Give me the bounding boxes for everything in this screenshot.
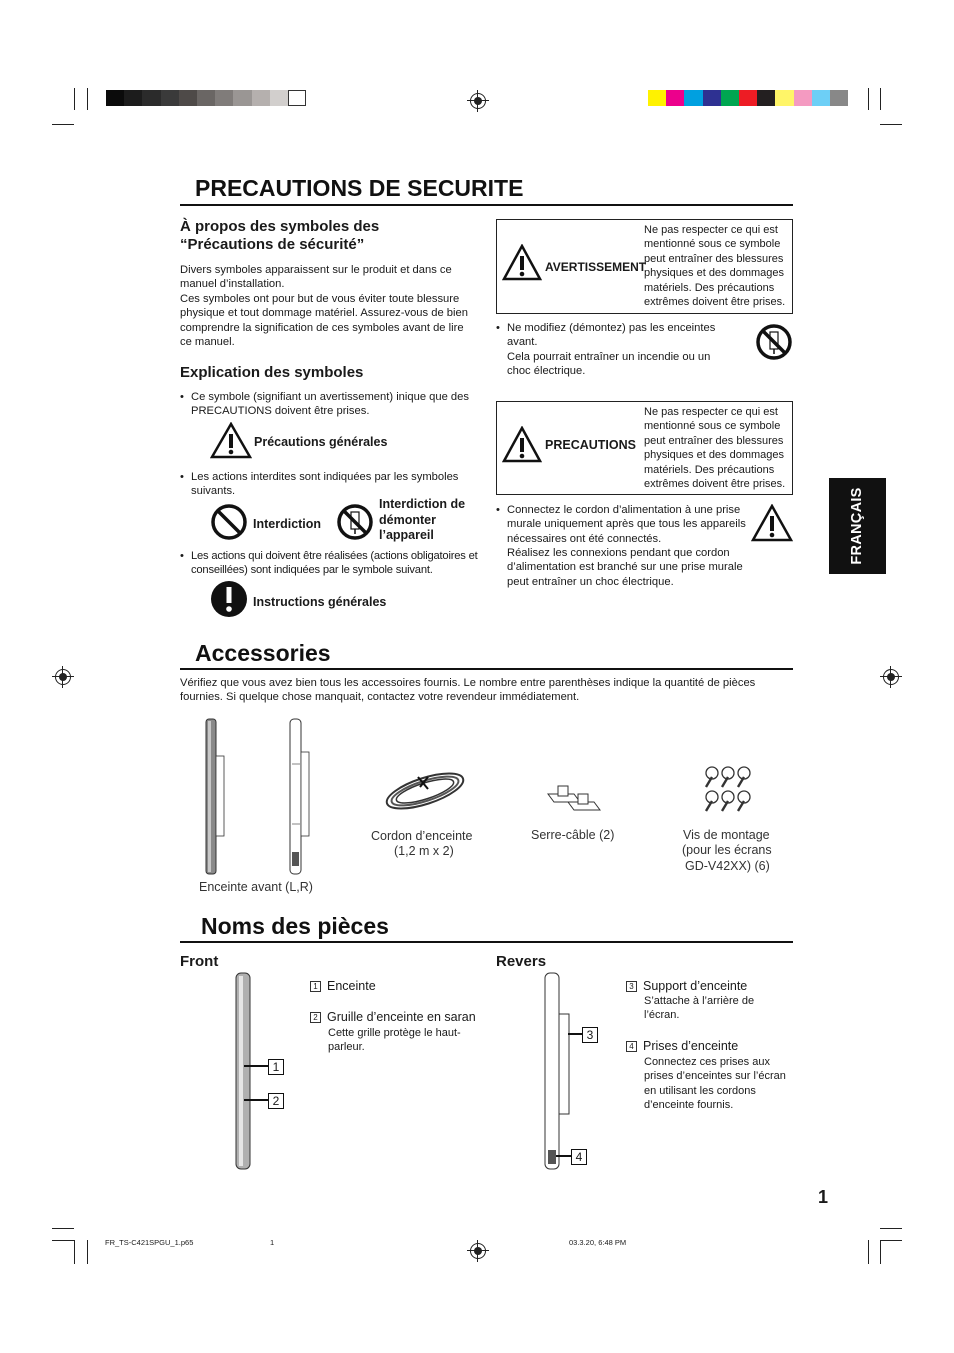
color-swatch — [721, 90, 739, 106]
color-swatch — [739, 90, 757, 106]
symbol-bullet-1: • Ce symbole (signifiant un avertissement) inique que des PRECAUTIONS doivent être prises. — [191, 390, 476, 419]
part-4-title: Prises d’enceinte — [643, 1039, 739, 1053]
callout-4: 4 — [571, 1149, 587, 1165]
crop-mark — [868, 1240, 869, 1264]
part-2-title: Gruille d’enceinte en saran — [327, 1010, 476, 1024]
title-rule — [180, 204, 793, 206]
page-number: 1 — [818, 1187, 829, 1207]
color-swatch — [233, 90, 251, 106]
crop-mark — [880, 1240, 902, 1241]
precautions-bullet-line-2: Réalisez les connexions pendant que cordon d’alimentation est branché sur une prise murale peut entraîner un choc électrique. — [507, 547, 743, 588]
prohibition-icon — [210, 503, 248, 541]
color-swatch — [812, 90, 830, 106]
cable-clamp-illustration — [544, 780, 604, 814]
color-swatch — [270, 90, 288, 106]
part-3-title: Support d’enceinte — [643, 979, 748, 993]
color-swatch — [648, 90, 666, 106]
crop-mark — [880, 88, 881, 110]
crop-mark — [880, 124, 902, 125]
precautions-text: Ne pas respecter ce qui est mentionné sous ce symbole peut entraîner des blessures physiques et des dommages matériels. Des précautions extrêmes doivent être prises. — [644, 406, 786, 491]
crop-mark — [868, 88, 869, 110]
warning-triangle-icon — [210, 422, 252, 459]
part-number: 2 — [310, 1012, 321, 1023]
label-cord-line-1: Cordon d’enceinte — [371, 829, 473, 843]
warning-triangle-icon — [502, 244, 542, 281]
symbols-heading: À propos des symboles des “Précautions de sécurité” — [180, 218, 380, 253]
color-swatch — [830, 90, 848, 106]
color-swatch — [794, 90, 812, 106]
color-swatch — [666, 90, 684, 106]
symbols-intro-2: Ces symboles ont pour but de vous éviter toute blessure physique et tout dommage matériel. Assurez-vous de bien comprendre la signification de ces symboles avant de lire ce manuel. — [180, 293, 468, 349]
precautions-label: PRECAUTIONS — [545, 438, 636, 452]
part-1 — [310, 979, 376, 993]
crop-mark — [880, 1240, 881, 1264]
part-number: 1 — [310, 981, 321, 992]
color-swatch — [179, 90, 197, 106]
crop-mark — [52, 1240, 74, 1241]
crop-mark — [87, 1240, 88, 1264]
language-tab-label: FRANÇAIS — [849, 487, 865, 565]
symbol-bullet-3: • Les actions qui doivent être réalisées (actions obligatoires et conseillées) sont indiquées par le symbole suivant. — [191, 549, 481, 578]
color-swatch — [757, 90, 775, 106]
footer-date: 03.3.20, 6:48 PM — [569, 1238, 627, 1247]
part-number: 3 — [626, 981, 637, 992]
part-3-desc: S’attache à l’arrière de l’écran. — [644, 995, 755, 1022]
part-2 — [310, 1010, 476, 1024]
rear-speaker-illustration — [280, 716, 320, 876]
color-swatch — [288, 90, 306, 106]
part-4-desc: Connectez ces prises aux prises d’enceintes sur l’écran en utilisant les cordons d’enceinte fournis. — [644, 1056, 786, 1112]
footer-file: FR_TS-C421SPGU_1.p65 — [105, 1238, 194, 1247]
precautions-bullet-line-1: • Connectez le cordon d’alimentation à une prise murale uniquement après que tous les appareils nécessaires ont été connectés. — [507, 503, 747, 546]
crop-mark — [74, 1240, 75, 1264]
registration-mark-icon — [470, 93, 486, 109]
front-heading: Front — [180, 953, 219, 970]
color-swatch — [703, 90, 721, 106]
speaker-cord-illustration — [380, 763, 470, 815]
label-cord-line-2: (1,2 m x 2) — [394, 844, 454, 858]
part-3 — [626, 979, 747, 993]
warning-bullet-line-1: • Ne modifiez (démontez) pas les enceintes avant. — [507, 321, 735, 350]
title-rule — [180, 941, 793, 943]
warning-bullet-line-2: Cela pourrait entraîner un incendie ou un choc électrique. — [507, 351, 711, 378]
label-instructions-generales: Instructions générales — [253, 595, 387, 609]
warning-triangle-icon — [502, 426, 542, 463]
label-precautions-generales: Précautions générales — [254, 435, 388, 449]
part-4 — [626, 1039, 738, 1053]
label-screws-line-1: Vis de montage — [683, 828, 770, 842]
label-clamp: Serre-câble (2) — [531, 828, 615, 842]
color-swatch — [142, 90, 160, 106]
color-swatch — [775, 90, 793, 106]
crop-mark — [87, 88, 88, 110]
front-speaker-illustration — [198, 716, 238, 876]
callout-2: 2 — [268, 1093, 284, 1109]
rear-speaker-diagram — [540, 970, 600, 1172]
mounting-screws-illustration — [700, 763, 760, 815]
color-swatch — [684, 90, 702, 106]
explication-heading: Explication des symboles — [180, 364, 364, 381]
crop-mark — [52, 124, 74, 125]
crop-mark — [74, 88, 75, 110]
title-rule — [180, 668, 793, 670]
section-title-parts: Noms des pièces — [201, 913, 389, 939]
warning-triangle-icon — [751, 504, 793, 542]
part-2-desc: Cette grille protège le haut-parleur. — [328, 1027, 461, 1054]
label-screws-line-2: (pour les écrans — [682, 843, 772, 857]
registration-mark-icon — [883, 669, 899, 685]
no-disassembly-icon — [755, 323, 793, 361]
footer-page: 1 — [270, 1238, 275, 1247]
registration-mark-icon — [55, 669, 71, 685]
section-title-accessories: Accessories — [195, 640, 331, 666]
callout-1: 1 — [268, 1059, 284, 1075]
color-swatch — [215, 90, 233, 106]
color-swatch — [197, 90, 215, 106]
mandatory-action-icon — [210, 580, 248, 618]
symbols-intro: Divers symboles apparaissent sur le produit et dans ce manuel d’installation. — [180, 264, 452, 291]
rear-heading: Revers — [496, 953, 547, 970]
no-disassembly-icon — [336, 503, 374, 541]
color-swatch — [252, 90, 270, 106]
label-interdiction-demonter: Interdiction de démonter l’appareil — [379, 497, 466, 542]
symbol-bullet-2: • Les actions interdites sont indiquées par les symboles suivants. — [191, 470, 481, 499]
crop-mark — [52, 1228, 74, 1229]
label-interdiction: Interdiction — [253, 517, 322, 531]
warning-label: AVERTISSEMENT — [545, 260, 647, 274]
warning-text: Ne pas respecter ce qui est mentionné sous ce symbole peut entraîner des blessures physiques et des dommages matériels. Des précautions extrêmes doivent être prises. — [644, 224, 786, 309]
label-speaker: Enceinte avant (L,R) — [199, 880, 313, 894]
color-swatch — [106, 90, 124, 106]
registration-mark-icon — [470, 1243, 486, 1259]
part-1-title: Enceinte — [327, 979, 376, 993]
accessories-intro: Vérifiez que vous avez bien tous les accessoires fournis. Le nombre entre parenthèses indique la quantité de pièces fournies. Si quelque chose manquait, contactez votre revendeur immédiatement. — [180, 677, 756, 704]
section-title-precautions: PRECAUTIONS DE SECURITE — [195, 175, 524, 201]
color-swatch — [124, 90, 142, 106]
language-tab — [829, 478, 886, 574]
part-number: 4 — [626, 1041, 637, 1052]
label-screws-line-3: GD-V42XX) (6) — [685, 859, 770, 873]
callout-3: 3 — [582, 1027, 598, 1043]
color-swatch — [161, 90, 179, 106]
crop-mark — [880, 1228, 902, 1229]
